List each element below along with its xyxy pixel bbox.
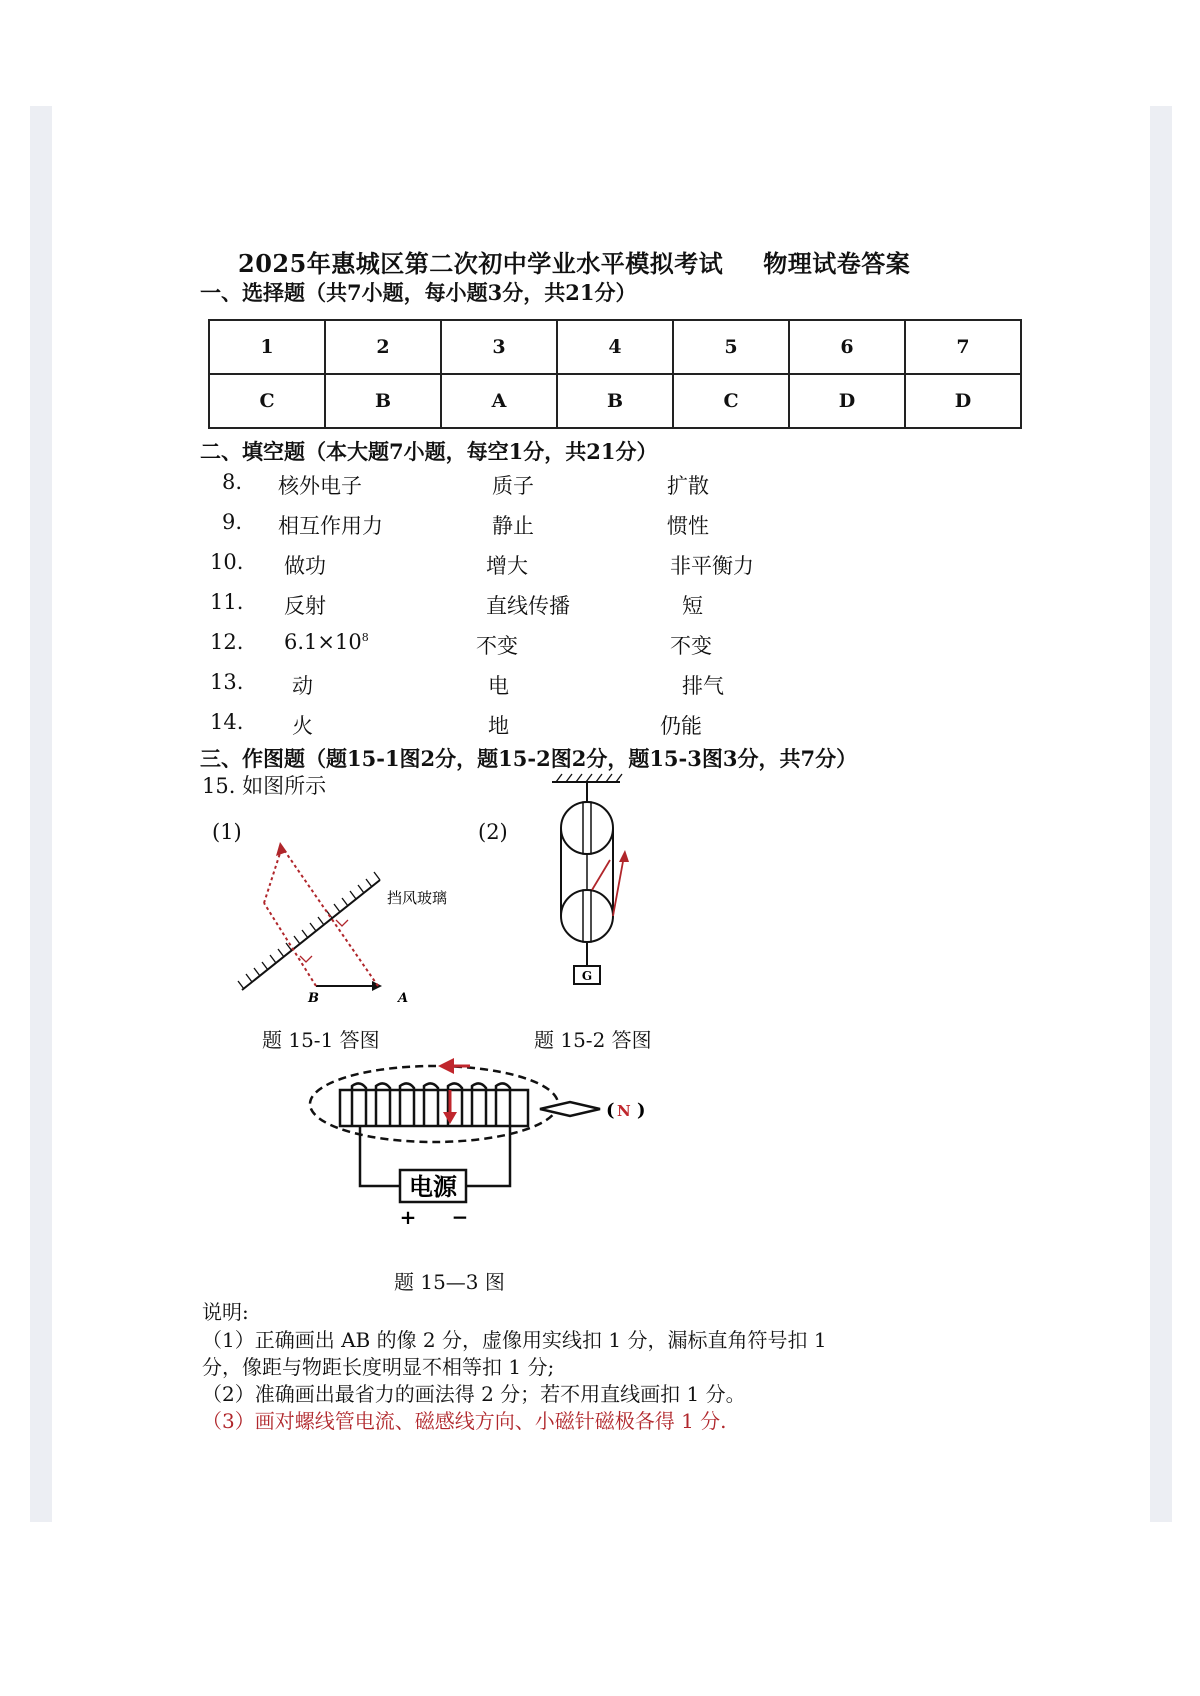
table-cell: B <box>325 374 441 428</box>
mirror-hatching <box>238 872 380 989</box>
fixed-pulley-axle <box>583 802 591 854</box>
windshield-mirror-line <box>242 880 380 990</box>
table-cell: B <box>557 374 673 428</box>
fill-num-9: 9. <box>222 510 243 534</box>
field-direction-arrowhead <box>438 1058 454 1074</box>
fill-answer-8a: 核外电子 <box>278 474 362 498</box>
pull-force-arrowhead <box>619 850 629 862</box>
table-cell: A <box>441 374 557 428</box>
right-scan-strip <box>1150 106 1172 1522</box>
movable-pulley <box>561 890 613 942</box>
fill-answer-14b: 地 <box>488 714 509 738</box>
power-supply-label: 电源 <box>409 1172 457 1201</box>
fill-answer-13b: 电 <box>488 674 509 698</box>
glass-label: 挡风玻璃 <box>387 889 448 907</box>
fill-num-14: 14. <box>210 710 244 734</box>
fill-answer-11a: 反射 <box>284 594 326 618</box>
section3-heading: 三、作图题（题15-1图2分，题15-2图2分，题15-3图3分，共7分） <box>200 746 858 771</box>
fill-answer-10c: 非平衡力 <box>670 554 754 578</box>
section2-heading: 二、填空题（本大题7小题，每空1分，共21分） <box>200 439 658 464</box>
fill-answer-14c: 仍能 <box>660 714 702 738</box>
needle-open-paren: ( <box>606 1100 615 1121</box>
choice-answer-table <box>208 319 1022 429</box>
note-line-2: （2）准确画出最省力的画法得 2 分；若不用直线画扣 1 分。 <box>202 1382 746 1406</box>
fill-num-12: 12. <box>210 630 244 654</box>
fig15-3-solenoid-diagram <box>304 1056 674 1256</box>
fill-answer-9b: 静止 <box>492 514 534 538</box>
fill-answer-8c: 扩散 <box>667 474 709 498</box>
table-cell: D <box>789 374 905 428</box>
fill-answer-12a-exponent: 8 <box>361 631 369 644</box>
solenoid-core <box>340 1090 528 1126</box>
fill-num-10: 10. <box>210 550 244 574</box>
fill-answer-14a: 火 <box>292 714 313 738</box>
needle-close-paren: ) <box>637 1100 646 1121</box>
fill-num-11: 11. <box>210 590 244 614</box>
title-subject: 物理试卷答案 <box>763 249 911 278</box>
needle-pole-label: N <box>617 1102 631 1120</box>
page-title <box>238 244 910 279</box>
positive-terminal: + <box>399 1205 417 1229</box>
fill-answer-12c: 不变 <box>670 634 712 658</box>
fill-answer-12a <box>284 630 369 654</box>
right-angle-mark-a <box>336 920 348 926</box>
table-cell: 3 <box>441 320 557 374</box>
note-line-1: （1）正确画出 AB 的像 2 分，虚像用实线扣 1 分，漏标直角符号扣 1 <box>202 1328 827 1352</box>
answer-sheet-page <box>52 106 1150 1522</box>
fixed-pulley <box>561 802 613 854</box>
notes-heading: 说明: <box>202 1300 249 1324</box>
fig15-1-mirror-diagram <box>232 806 492 1006</box>
note-line-3: （3）画对螺线管电流、磁感线方向、小磁针磁极各得 1 分. <box>202 1409 727 1433</box>
rope-red-diagonal <box>592 860 610 890</box>
fig15-2-caption: 题 15-2 答图 <box>534 1028 652 1052</box>
table-cell: C <box>673 374 789 428</box>
point-b-label: B <box>308 991 319 1006</box>
movable-pulley-axle <box>583 890 591 942</box>
fill-answer-9c: 惯性 <box>667 514 709 538</box>
negative-terminal: − <box>451 1205 469 1229</box>
table-cell: D <box>905 374 1021 428</box>
fill-answer-8b: 质子 <box>492 474 534 498</box>
fig15-2-pulley-diagram <box>532 770 652 1010</box>
table-cell: 4 <box>557 320 673 374</box>
fill-answer-12b: 不变 <box>476 634 518 658</box>
image-construction-lines <box>264 847 378 986</box>
table-cell: 2 <box>325 320 441 374</box>
fill-answer-13a: 动 <box>292 674 313 698</box>
table-cell: 5 <box>673 320 789 374</box>
section1-heading: 一、选择题（共7小题，每小题3分，共21分） <box>200 280 637 305</box>
fig15-1-caption: 题 15-1 答图 <box>262 1028 380 1052</box>
pull-force-line <box>613 856 624 916</box>
fill-answer-11b: 直线传播 <box>486 594 570 618</box>
table-row-answers <box>209 374 1021 428</box>
fig15-3-caption: 题 15—3 图 <box>394 1270 505 1294</box>
image-arrowhead <box>276 842 287 856</box>
weight-label: G <box>581 969 593 983</box>
title-main: 2025年惠城区第二次初中学业水平模拟考试 <box>238 249 724 278</box>
right-angle-mark-b <box>300 956 312 962</box>
fig1-tag: (1) <box>212 820 242 844</box>
circuit-wire-left <box>360 1126 400 1186</box>
table-row-numbers <box>209 320 1021 374</box>
table-cell: 7 <box>905 320 1021 374</box>
fill-answer-13c: 排气 <box>682 674 724 698</box>
ceiling-hatching <box>556 774 622 782</box>
point-a-label: A <box>398 991 409 1006</box>
table-cell: 1 <box>209 320 325 374</box>
fill-num-8: 8. <box>222 470 243 494</box>
fill-answer-11c: 短 <box>682 594 703 618</box>
compass-needle <box>540 1102 600 1116</box>
fig2-tag: (2) <box>478 820 508 844</box>
fill-num-13: 13. <box>210 670 244 694</box>
table-cell: C <box>209 374 325 428</box>
fill-answer-10b: 增大 <box>486 554 528 578</box>
q15-intro: 15. 如图所示 <box>202 774 327 798</box>
table-cell: 6 <box>789 320 905 374</box>
left-scan-strip <box>30 106 52 1522</box>
note-line-1b: 分，像距与物距长度明显不相等扣 1 分; <box>202 1355 555 1379</box>
fill-answer-9a: 相互作用力 <box>278 514 383 538</box>
fill-answer-12a-base: 6.1×10 <box>284 630 362 654</box>
fill-answer-10a: 做功 <box>284 554 326 578</box>
